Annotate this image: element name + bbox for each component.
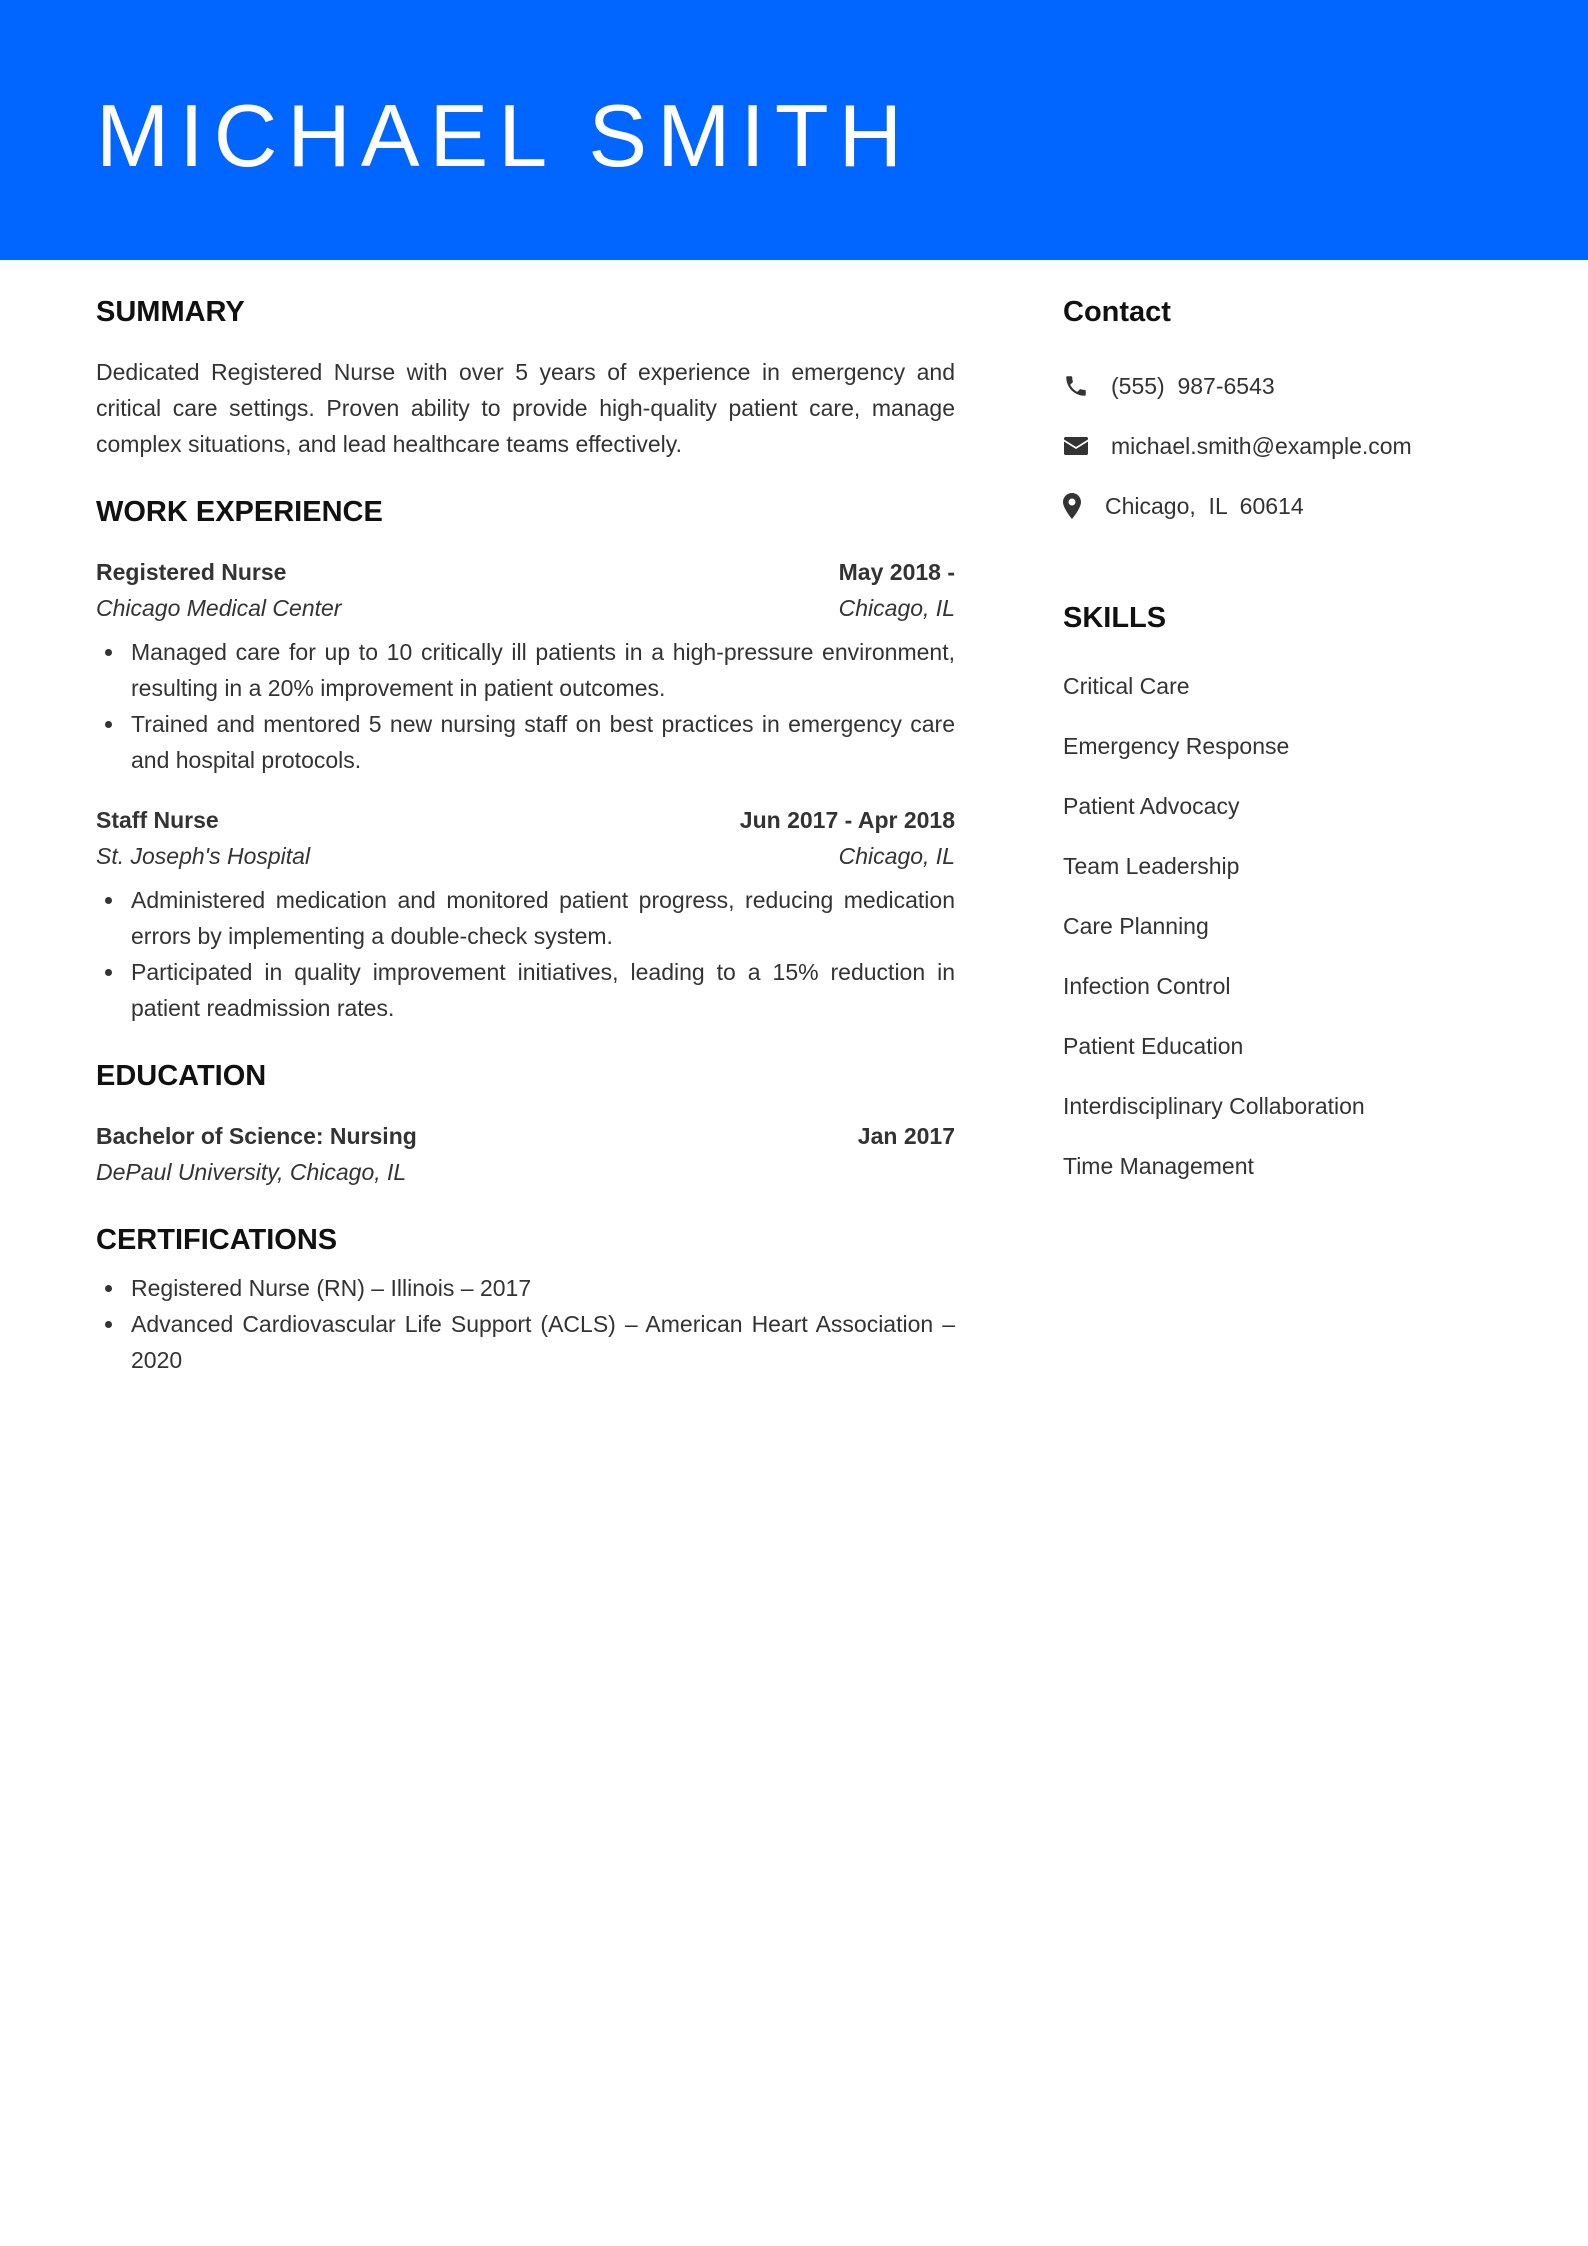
education-header-row — [96, 1118, 955, 1154]
envelope-icon — [1063, 431, 1093, 461]
skill-item: Patient Education — [1063, 1033, 1244, 1059]
skill-item: Time Management — [1063, 1153, 1254, 1179]
job-dates: Jun 2017 - Apr 2018 — [739, 807, 955, 833]
job-employer: St. Joseph's Hospital — [96, 843, 311, 869]
candidate-name: MICHAEL SMITH — [96, 86, 913, 185]
job-bullet: Trained and mentored 5 new nursing staff on best practices in emergency care and hospital protocols. — [131, 706, 955, 778]
summary-heading: SUMMARY — [96, 296, 245, 328]
job-header-row — [96, 802, 955, 838]
job-bullet: Administered medication and monitored patient progress, reducing medication errors by implementing a double-check system. — [131, 882, 955, 954]
sidebar-column — [1063, 290, 1503, 1196]
contact-location-text: Chicago, IL 60614 — [1105, 492, 1304, 519]
skills-heading: SKILLS — [1063, 602, 1167, 634]
skill-item: Interdisciplinary Collaboration — [1063, 1093, 1365, 1119]
job-position: Registered Nurse — [96, 559, 287, 585]
skill-item: Infection Control — [1063, 973, 1231, 999]
contact-phone — [1063, 356, 1503, 416]
work-experience-heading: WORK EXPERIENCE — [96, 496, 383, 528]
contact-location — [1063, 476, 1503, 536]
skill-item: Care Planning — [1063, 913, 1209, 939]
certification-item: Advanced Cardiovascular Life Support (ACLS) – American Heart Association – 2020 — [131, 1306, 955, 1378]
contact-email — [1063, 416, 1503, 476]
skill-item: Patient Advocacy — [1063, 793, 1240, 819]
map-marker-icon — [1063, 491, 1089, 521]
job-bullet: Participated in quality improvement initiatives, leading to a 15% reduction in patient readmission rates. — [131, 954, 955, 1026]
job-employer: Chicago Medical Center — [96, 595, 342, 621]
contact-heading: Contact — [1063, 296, 1171, 328]
skill-item: Critical Care — [1063, 673, 1190, 699]
skill-item: Emergency Response — [1063, 733, 1290, 759]
certifications-list — [96, 1270, 955, 1378]
job-employer-row — [96, 838, 955, 874]
job-position: Staff Nurse — [96, 807, 219, 833]
education-school: DePaul University, Chicago, IL — [96, 1159, 407, 1185]
job-location: Chicago, IL — [838, 843, 955, 869]
education-date: Jan 2017 — [857, 1123, 955, 1149]
contact-list — [1063, 356, 1503, 536]
skills-list — [1063, 656, 1503, 1196]
job-header-row — [96, 554, 955, 590]
job-employer-row — [96, 590, 955, 626]
job-bullet-list — [96, 634, 955, 778]
job-bullet-list — [96, 882, 955, 1026]
contact-phone-text: (555) 987-6543 — [1111, 372, 1275, 399]
certifications-heading: CERTIFICATIONS — [96, 1224, 338, 1256]
job-entry — [96, 554, 955, 778]
main-column — [96, 290, 955, 1378]
education-heading: EDUCATION — [96, 1060, 267, 1092]
education-school-row — [96, 1154, 955, 1190]
education-entry — [96, 1118, 955, 1190]
job-bullet: Managed care for up to 10 critically ill patients in a high-pressure environment, resulting in a 20% improvement in patient outcomes. — [131, 634, 955, 706]
skill-item: Team Leadership — [1063, 853, 1240, 879]
phone-icon — [1063, 371, 1093, 401]
contact-email-text: michael.smith@example.com — [1111, 432, 1412, 459]
job-location: Chicago, IL — [838, 595, 955, 621]
certification-item: Registered Nurse (RN) – Illinois – 2017 — [131, 1270, 955, 1306]
education-degree: Bachelor of Science: Nursing — [96, 1123, 417, 1149]
job-entry — [96, 802, 955, 1026]
header-banner — [0, 0, 1588, 260]
summary-text: Dedicated Registered Nurse with over 5 years of experience in emergency and critical care settings. Proven ability to provide high-quality patient care, manage complex situations, and lead healthcare teams effectively. — [96, 359, 955, 457]
job-dates: May 2018 - — [838, 559, 955, 585]
